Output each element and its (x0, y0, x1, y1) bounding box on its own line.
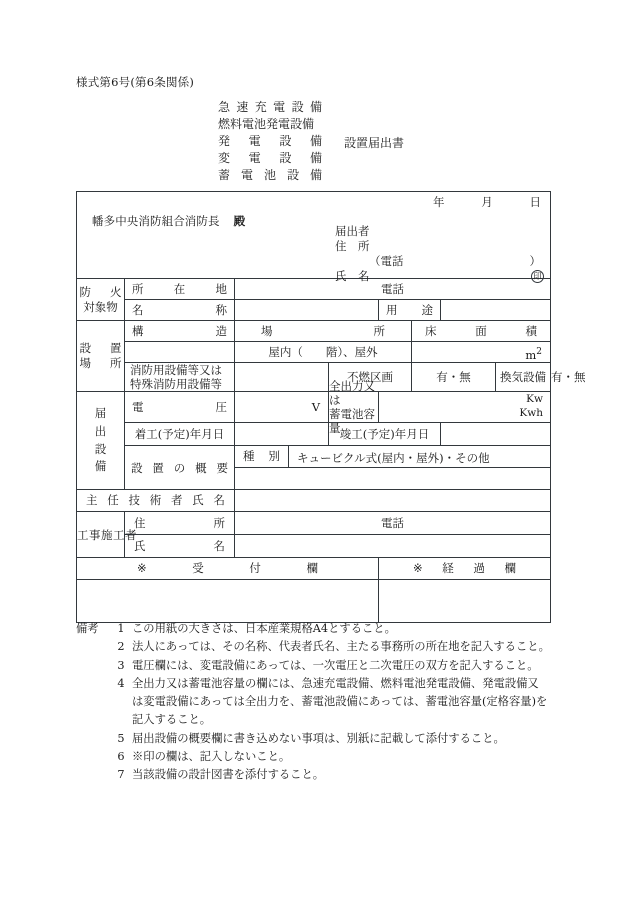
remark-text: 当該設備の設計図書を添付すること。 (132, 768, 325, 782)
applicant-block (335, 224, 370, 254)
type-label-cell (235, 446, 289, 468)
output-label-line1: 全出力又は (329, 378, 375, 407)
table-row-fire-object-name (77, 300, 551, 321)
location-tel-label: 電話 (381, 282, 404, 296)
name-label: 名 称 (132, 303, 227, 317)
fire-equipment-label-cell (125, 363, 235, 392)
remarks-section (76, 620, 562, 785)
install-place-label-cell (77, 321, 125, 392)
table-row-dates (77, 423, 551, 446)
outline-free-value (235, 468, 550, 489)
applicant-label: 届出者 (335, 224, 370, 238)
fire-equipment-label-line1: 消防用設備等又は (130, 362, 222, 377)
contractor-name-value (235, 535, 550, 557)
structure-label: 構 造 (132, 324, 227, 338)
progress-value (379, 580, 550, 622)
remark-item (76, 638, 562, 656)
floor-area-label-cell (412, 321, 551, 342)
reception-label-cell (77, 558, 379, 580)
progress-value-cell[interactable] (379, 580, 551, 623)
contractor-label-cell (77, 512, 137, 558)
remark-item (76, 730, 562, 748)
floor-area-label: 床 面 積 (425, 324, 537, 338)
start-date-value-cell[interactable] (235, 423, 329, 446)
reception-value (77, 580, 378, 622)
noncombustible-label: 不燃区画 (347, 370, 393, 384)
table-row-fire-equipment: 消防用設備等又は 特殊消防用設備等 不燃区画 有・無 換気設備 有・無 (77, 363, 551, 392)
title-line-3: 発 電 設 備 (218, 134, 322, 148)
fire-object-label-line2: 対象物 (83, 299, 118, 314)
fire-object-label-line1: 防 火 (79, 284, 122, 299)
completion-date-value (441, 423, 550, 445)
type-label: 種 別 (243, 449, 280, 463)
place-value-cell[interactable] (235, 342, 412, 363)
year-label: 年 (433, 195, 445, 209)
notified-equipment-label-char-1: 出 (94, 423, 107, 438)
output-label (329, 378, 378, 436)
table-row-contractor-name (77, 535, 551, 558)
fire-object-usage-label-cell (379, 300, 441, 321)
install-place-label (77, 323, 124, 389)
output-unit-kwh: Kwh (519, 407, 544, 419)
outline-label-cell (125, 446, 235, 490)
title-suffix: 設置届出書 (344, 136, 405, 150)
contractor-name-label-cell (125, 535, 235, 558)
voltage-label: 電 圧 (132, 400, 227, 414)
title-line-2: 燃料電池発電設備 (218, 117, 315, 131)
remark-number: 4 (117, 676, 125, 690)
chief-engineer-label-cell (77, 490, 235, 512)
fire-object-label (77, 280, 124, 320)
header-cell (77, 192, 551, 283)
fire-equipment-value (235, 363, 328, 391)
progress-label-cell (379, 558, 551, 580)
table-row-official-values (77, 580, 551, 623)
ventilation-label-cell (496, 363, 551, 392)
applicant-address-label: 住 所 (335, 239, 370, 253)
reception-label: ※ 受 付 欄 (137, 561, 318, 575)
remark-item (76, 748, 562, 766)
name-value (235, 300, 378, 320)
output-unit-kw: Kw (526, 393, 544, 406)
remark-text: 全出力又は蓄電池容量の欄には、急速充電設備、燃料電池発電設備、発電設備又 (132, 676, 539, 690)
contractor-address-label-cell (125, 512, 235, 535)
install-place-label-line1: 設 置 (79, 341, 122, 356)
applicant-tel-field[interactable] (369, 254, 541, 269)
table-row-official-headers (77, 558, 551, 580)
usage-label: 用 途 (386, 303, 433, 317)
applicant-name-label: 氏 名 (335, 269, 370, 283)
title-line-1: 急 速 充 電 設 備 (218, 100, 322, 114)
title-equipment-list (218, 99, 322, 184)
remark-number: 1 (117, 622, 125, 635)
completion-date-label: 竣工(予定)年月日 (339, 427, 430, 441)
addressee-honorific: 殿 (233, 214, 246, 228)
voltage-label-cell (125, 392, 235, 423)
notified-equipment-label-char-0: 届 (94, 405, 107, 420)
ventilation-label: 換気設備 (500, 370, 546, 384)
addressee-line (92, 214, 245, 229)
remarks-heading: 備考 (76, 622, 99, 635)
chief-engineer-label: 主 任 技 術 者 氏 名 (86, 493, 225, 507)
place-label-cell (235, 321, 412, 342)
outline-label: 設 置 の 概 要 (131, 460, 228, 475)
notified-equipment-label (77, 394, 124, 488)
output-label-line2: 蓄電池容量 (329, 407, 375, 436)
remark-item (76, 657, 562, 675)
fire-equipment-label (125, 363, 234, 391)
title-line-4: 変 電 設 備 (218, 151, 322, 165)
noncombustible-value: 有・無 (436, 370, 471, 384)
contractor-name-label: 氏 名 (134, 539, 225, 553)
voltage-value-cell[interactable] (235, 392, 329, 423)
structure-value (125, 342, 234, 362)
floor-area-unit: $m^2$ (525, 347, 543, 362)
notified-equipment-label-char-2: 設 (94, 441, 107, 456)
output-label-cell (329, 378, 379, 436)
fire-object-label-cell (77, 279, 125, 321)
remark-number: 5 (117, 731, 125, 745)
table-row-voltage (77, 392, 551, 423)
type-value-cell[interactable] (289, 446, 551, 468)
outline-free-cell[interactable] (235, 468, 551, 490)
start-date-value (235, 423, 328, 445)
table-row-contractor-address (77, 512, 551, 535)
completion-date-value-cell[interactable] (441, 423, 551, 446)
contractor-address-label: 住 所 (134, 516, 225, 530)
applicant-name-field[interactable] (335, 269, 544, 284)
contractor-address-value-cell[interactable] (235, 512, 551, 535)
remark-text: この用紙の大きさは、日本産業規格A4とすること。 (132, 622, 396, 635)
floor-area-value-cell[interactable] (412, 342, 551, 363)
structure-value-cell[interactable] (125, 342, 235, 363)
table-row-chief-engineer (77, 490, 551, 512)
start-date-label: 着工(予定)年月日 (134, 427, 225, 441)
table-row-outline-type (77, 446, 551, 468)
fire-object-name-label-cell (125, 300, 235, 321)
seal-stamp-icon: 印 (531, 270, 544, 283)
table-row-install-place-headers (77, 321, 551, 342)
form-number: 様式第6号(第6条関係) (76, 75, 195, 89)
reception-value-cell[interactable] (77, 580, 379, 623)
tel-close-paren: ） (529, 254, 542, 268)
fire-equipment-label-line2: 特殊消防用設備等 (130, 377, 222, 391)
remark-text: 電圧欄には、変電設備にあっては、一次電圧と二次電圧の双方を記入すること。 (132, 658, 539, 672)
type-value: キュービクル式(屋内・屋外)・その他 (297, 451, 490, 465)
location-label: 所 在 地 (132, 282, 227, 296)
contractor-label: 工事施工者 (77, 527, 137, 542)
notified-equipment-label-cell (77, 392, 125, 490)
structure-label-cell (125, 321, 235, 342)
completion-date-label-cell (329, 423, 441, 446)
contractor-name-value-cell[interactable] (235, 535, 551, 558)
table-row-header (77, 192, 551, 279)
fire-equipment-value-cell[interactable] (235, 363, 329, 392)
remark-item (76, 620, 562, 638)
usage-value (441, 300, 550, 320)
remark-text: 法人にあっては、その名称、代表者氏名、主たる事務所の所在地を記入すること。 (132, 640, 550, 654)
place-label: 場 所 (261, 324, 385, 338)
remark-number: 3 (117, 658, 125, 672)
remark-continuation-2: 記入すること。 (132, 713, 212, 727)
title-line-5: 蓄 電 池 設 備 (218, 168, 322, 182)
addressee-name: 幡多中央消防組合消防長 (92, 214, 220, 228)
install-place-label-line2: 場 所 (79, 356, 122, 370)
fire-object-usage-value-cell[interactable] (441, 300, 551, 321)
date-blanks (433, 195, 541, 210)
table-row-install-place-values (77, 342, 551, 363)
noncombustible-value-cell[interactable] (412, 363, 496, 392)
remark-number: 2 (117, 640, 125, 654)
start-date-label-cell (125, 423, 235, 446)
place-value: 屋内（ 階）、屋外 (268, 345, 378, 359)
month-label: 月 (481, 195, 493, 209)
remark-item (76, 766, 562, 784)
remark-item (76, 675, 562, 693)
remark-continuation: は変電設備にあっては全出力を、蓄電池設備にあっては、蓄電池容量(定格容量)を (132, 695, 548, 709)
output-value-cell[interactable] (379, 392, 551, 423)
fire-object-location-label-cell (125, 279, 235, 300)
output-units (379, 392, 550, 422)
remark-number: 7 (117, 768, 125, 782)
remark-text: 届出設備の概要欄に書き込めない事項は、別紙に記載して添付すること。 (132, 731, 505, 745)
chief-engineer-value (235, 490, 550, 511)
chief-engineer-value-cell[interactable] (235, 490, 551, 512)
contractor-tel-label: 電話 (381, 516, 404, 530)
floor-area-unit-exponent: 2 (536, 347, 543, 357)
day-label: 日 (529, 195, 542, 209)
notification-form-table (76, 191, 586, 623)
tel-open-paren: （電話 (369, 254, 404, 268)
progress-label: ※ 経 過 欄 (413, 561, 517, 575)
remark-text: ※印の欄は、記入しないこと。 (132, 750, 291, 764)
voltage-unit: V (311, 400, 320, 414)
fire-object-name-value-cell[interactable] (235, 300, 379, 321)
document-title-block (218, 99, 404, 184)
remark-number: 6 (117, 750, 125, 764)
notified-equipment-label-char-3: 備 (94, 459, 107, 474)
